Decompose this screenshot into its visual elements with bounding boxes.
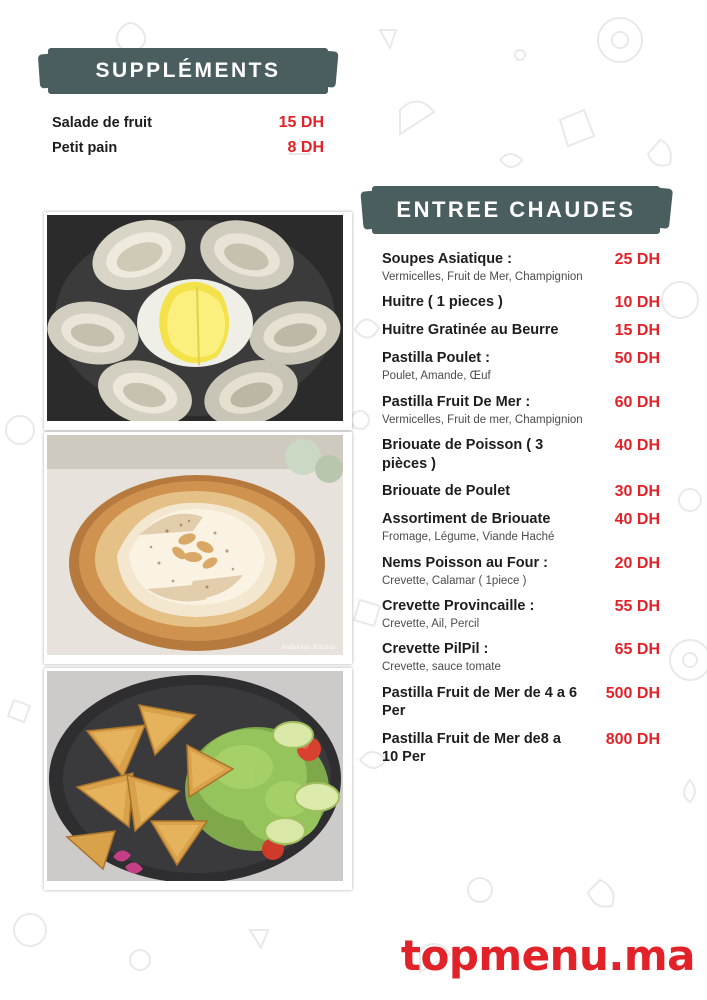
- item-name: Petit pain: [52, 140, 118, 156]
- item-price: 40 DH: [614, 437, 660, 455]
- list-item: [382, 482, 660, 501]
- item-price: 500 DH: [605, 684, 660, 702]
- list-item: [382, 510, 660, 544]
- photo-credit: Andalouse Kitchen: [281, 643, 335, 651]
- item-name: Huitre Gratinée au Beurre: [382, 322, 559, 339]
- item-description: Crevette, sauce tomate: [382, 661, 501, 674]
- site-logo: topmenu.ma: [400, 931, 695, 980]
- item-price: 20 DH: [614, 554, 660, 572]
- item-name: Assortiment de Briouate: [382, 511, 551, 528]
- list-item: [382, 640, 660, 674]
- list-item: [382, 349, 660, 383]
- item-price: 25 DH: [614, 251, 660, 268]
- item-name: Nems Poisson au Four :: [382, 554, 548, 571]
- item-name: Salade de fruit: [52, 115, 152, 131]
- item-price: 55 DH: [614, 597, 660, 615]
- list-item: [52, 114, 324, 132]
- item-price: 60 DH: [614, 393, 660, 411]
- item-name: Pastilla Poulet :: [382, 350, 490, 367]
- item-price: 15 DH: [278, 114, 324, 131]
- entree-chaudes-list: [382, 250, 660, 776]
- item-price: 10 DH: [614, 294, 660, 312]
- item-description: Crevette, Calamar ( 1piece ): [382, 574, 527, 587]
- list-item: [382, 597, 660, 631]
- supplements-list: [52, 114, 324, 164]
- list-item: [382, 393, 660, 427]
- section-title-supplements: SUPPLÉMENTS: [95, 59, 281, 82]
- list-item: [382, 321, 660, 340]
- item-name: Pastilla Fruit de Mer de8 a 10 Per: [382, 730, 561, 766]
- section-banner-supplements: [48, 48, 328, 94]
- item-name: Huitre ( 1 pieces ): [382, 294, 503, 311]
- item-name: Pastilla Fruit De Mer :: [382, 393, 531, 410]
- item-price: 800 DH: [605, 730, 660, 748]
- item-name: Pastilla Fruit de Mer de 4 a 6 Per: [382, 684, 578, 720]
- item-name: Briouate de Poulet: [382, 483, 511, 500]
- item-price: 40 DH: [614, 511, 660, 529]
- item-name: Crevette Provincaille :: [382, 597, 535, 614]
- item-price: 65 DH: [614, 641, 660, 659]
- list-item: [382, 684, 660, 721]
- list-item: [382, 730, 660, 767]
- item-price: 8 DH: [287, 139, 324, 156]
- item-price: 50 DH: [614, 350, 660, 368]
- item-name: Briouate de Poisson ( 3 pièces ): [382, 437, 544, 472]
- list-item: [382, 293, 660, 312]
- item-name: Soupes Asiatique :: [382, 251, 512, 267]
- photo-oysters: [44, 212, 352, 430]
- list-item: [382, 554, 660, 588]
- section-title-entree-chaudes: ENTREE CHAUDES: [396, 197, 636, 222]
- item-description: Crevette, Ail, Percil: [382, 617, 480, 630]
- list-item: [52, 139, 324, 157]
- list-item: [382, 436, 660, 473]
- list-item: [382, 250, 660, 284]
- photo-briouates: [44, 668, 352, 890]
- item-description: Fromage, Légume, Viande Haché: [382, 531, 555, 544]
- item-description: Poulet, Amande, Œuf: [382, 370, 491, 383]
- item-price: 30 DH: [614, 483, 660, 501]
- photo-pastilla: [44, 432, 352, 664]
- item-price: 15 DH: [614, 322, 660, 340]
- item-description: Vermicelles, Fruit de Mer, Champignion: [382, 271, 583, 283]
- item-description: Vermicelles, Fruit de mer, Champignion: [382, 413, 583, 426]
- item-name: Crevette PilPil :: [382, 641, 489, 658]
- section-banner-entree-chaudes: [372, 186, 660, 234]
